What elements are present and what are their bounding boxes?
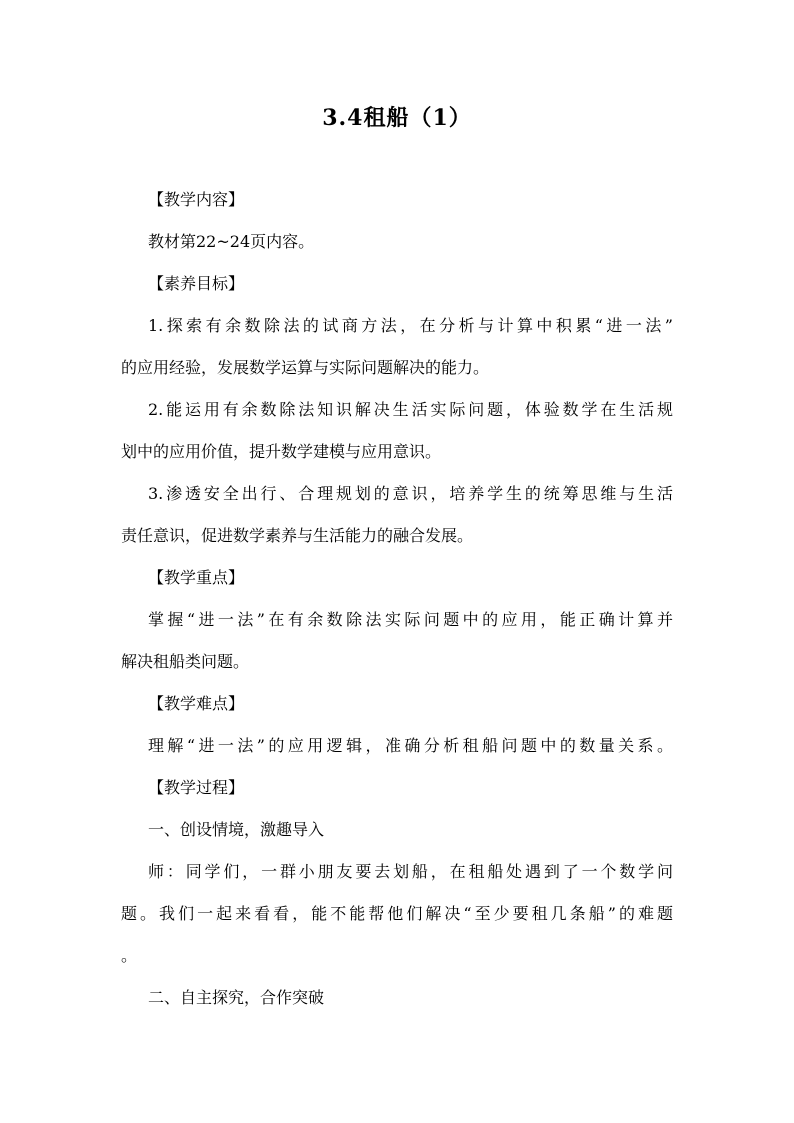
step-1-heading: 一、创设情境，激趣导入 xyxy=(148,820,325,839)
goal-3-line-1: 3.渗透安全出行、合理规划的意识，培养学生的统筹思维与生活 xyxy=(148,484,673,503)
section-heading-difficulties: 【教学难点】 xyxy=(148,694,245,713)
key-points-line-1: 掌握“进一法”在有余数除法实际问题中的应用，能正确计算并 xyxy=(148,610,673,629)
teacher-line-3: 。 xyxy=(121,946,138,965)
section-heading-content: 【教学内容】 xyxy=(148,190,245,209)
teacher-line-1: 师：同学们，一群小朋友要去划船，在租船处遇到了一个数学问 xyxy=(148,862,673,881)
content-text: 教材第22~24页内容。 xyxy=(148,232,315,251)
section-heading-goals: 【素养目标】 xyxy=(148,274,245,293)
key-points-line-2: 解决租船类问题。 xyxy=(121,652,250,671)
goal-1-line-2: 的应用经验，发展数学运算与实际问题解决的能力。 xyxy=(121,358,490,377)
goal-3-line-2: 责任意识，促进数学素养与生活能力的融合发展。 xyxy=(121,526,474,545)
step-2-heading: 二、自主探究，合作突破 xyxy=(148,988,325,1007)
teacher-line-2: 题。我们一起来看看，能不能帮他们解决“至少要租几条船”的难题 xyxy=(121,904,673,923)
goal-1-line-1: 1.探索有余数除法的试商方法，在分析与计算中积累“进一法” xyxy=(148,316,673,335)
section-heading-process: 【教学过程】 xyxy=(148,778,245,797)
goal-2-line-2: 划中的应用价值，提升数学建模与应用意识。 xyxy=(121,442,442,461)
goal-2-line-1: 2.能运用有余数除法知识解决生活实际问题，体验数学在生活规 xyxy=(148,400,673,419)
section-heading-key-points: 【教学重点】 xyxy=(148,568,245,587)
page-title: 3.4租船（1） xyxy=(322,105,472,131)
difficulties-text: 理解“进一法”的应用逻辑，准确分析租船问题中的数量关系。 xyxy=(148,736,673,755)
